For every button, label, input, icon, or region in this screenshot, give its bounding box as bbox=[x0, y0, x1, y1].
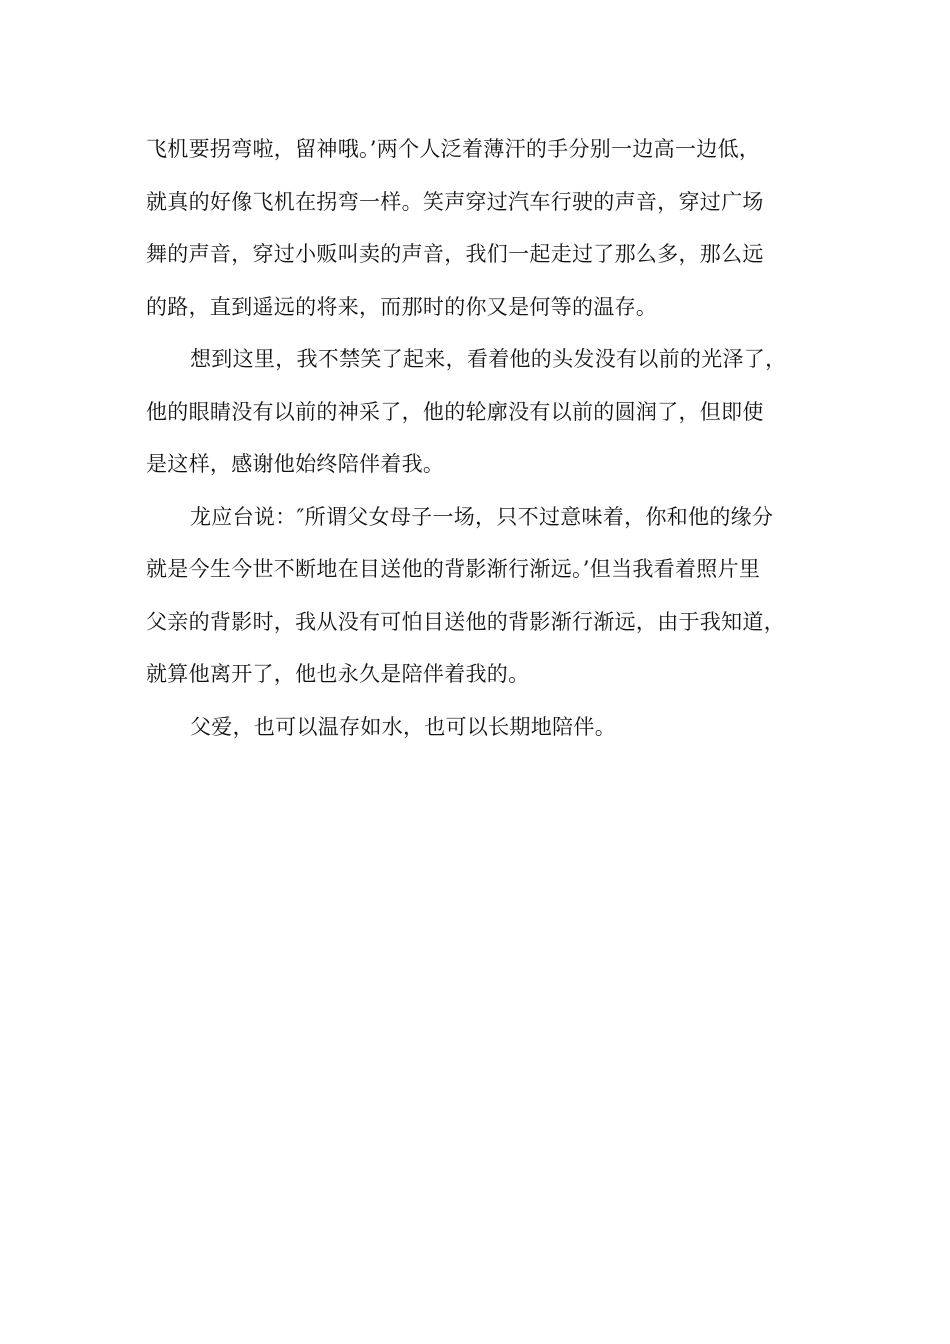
text-line: 父亲的背影时，我从没有可怕目送他的背影渐行渐远，由于我知道， bbox=[146, 609, 785, 634]
paragraph-start-line: 父爱，也可以温存如水，也可以长期地陪伴。 bbox=[190, 714, 616, 739]
text-line: 舞的声音，穿过小贩叫卖的声音，我们一起走过了那么多，那么远 bbox=[146, 242, 764, 266]
text-line: 他的眼睛没有以前的神采了，他的轮廓没有以前的圆润了，但即使 bbox=[146, 399, 764, 424]
text-line: 的路，直到遥远的将来，而那时的你又是何等的温存。 bbox=[146, 294, 658, 319]
paragraph-start-line: 龙应台说：″所谓父女母子一场，只不过意味着，你和他的缘分 bbox=[190, 504, 774, 529]
paragraph-start-line: 想到这里，我不禁笑了起来，看着他的头发没有以前的光泽了， bbox=[190, 347, 787, 371]
text-line: 是这样，感谢他始终陪伴着我。 bbox=[146, 452, 445, 476]
text-line: 就算他离开了，他也永久是陪伴着我的。 bbox=[146, 662, 530, 686]
text-line: 飞机要拐弯啦，留神哦。’两个人泛着薄汗的手分别一边高一边低， bbox=[146, 137, 761, 161]
text-line: 就是今生今世不断地在目送他的背影渐行渐远。’但当我看着照片里 bbox=[146, 557, 761, 581]
document-body bbox=[146, 131, 836, 761]
text-line: 就真的好像飞机在拐弯一样。笑声穿过汽车行驶的声音，穿过广场 bbox=[146, 189, 764, 214]
